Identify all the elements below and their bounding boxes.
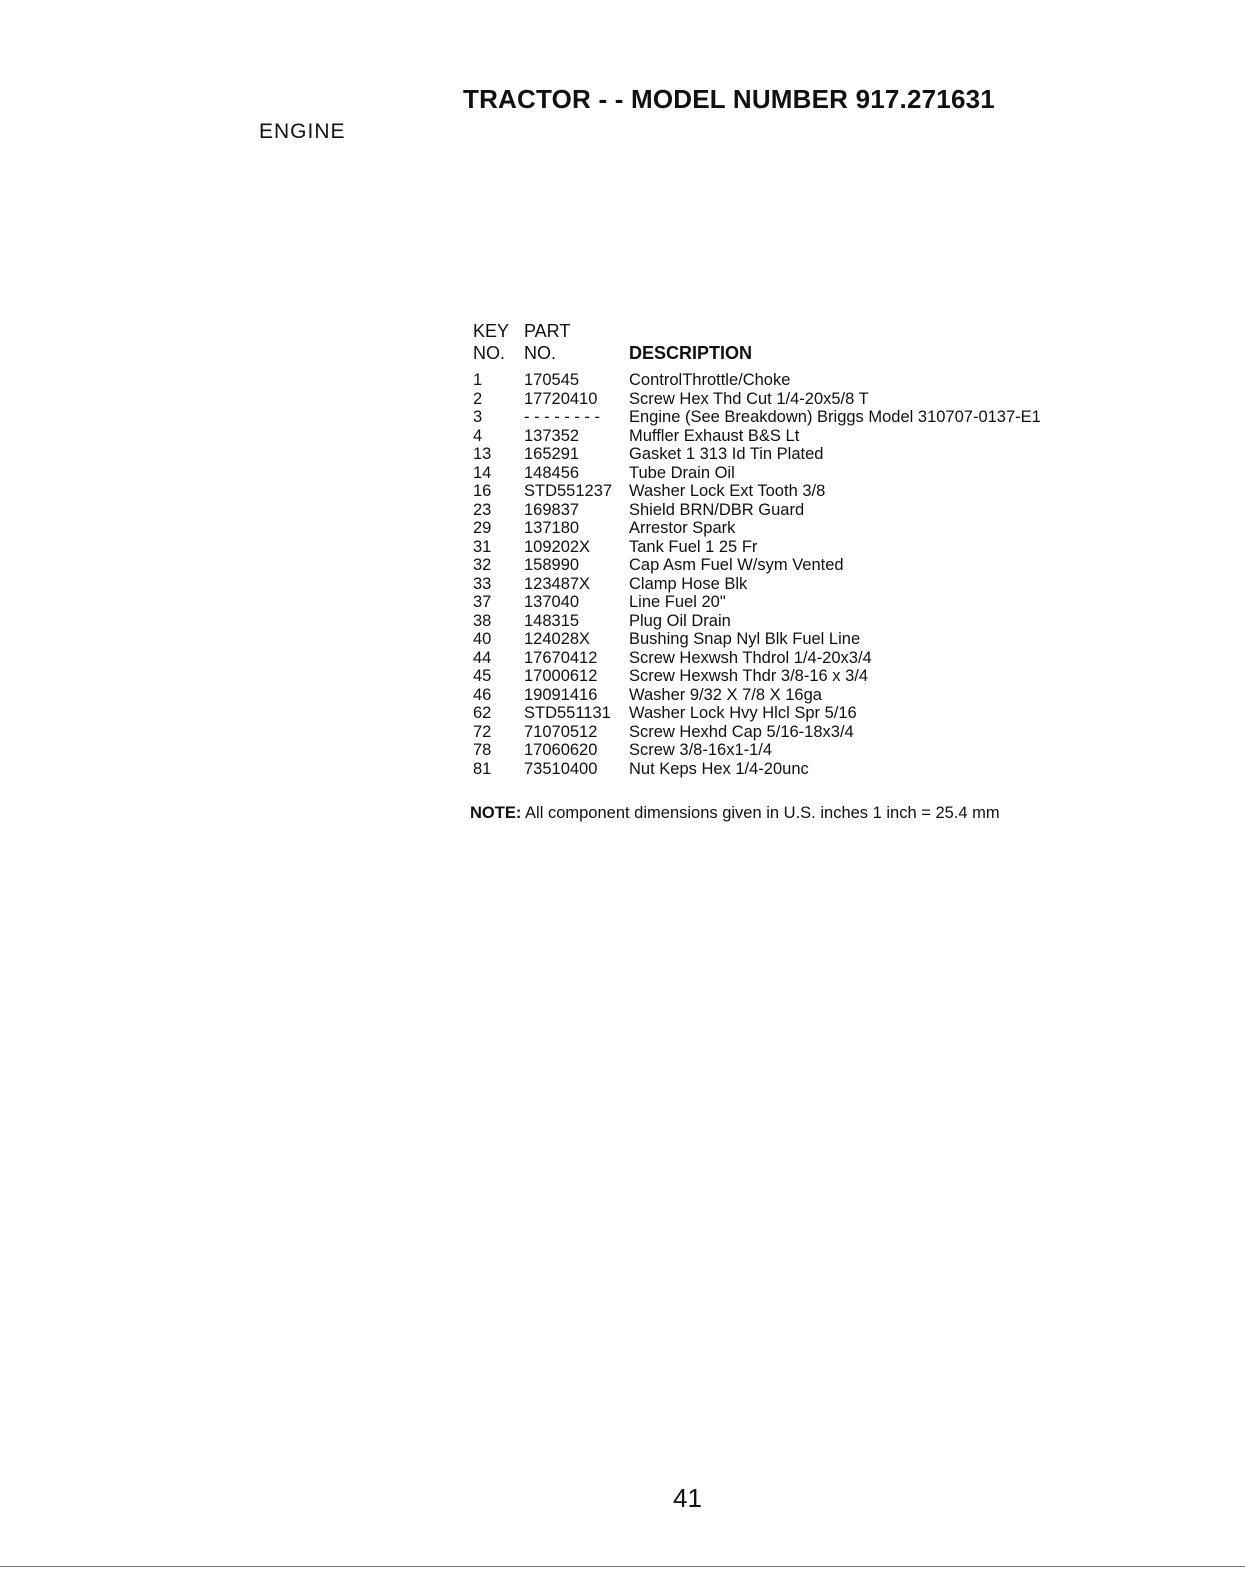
part-number: 17670412: [524, 648, 598, 667]
table-row: [473, 519, 1173, 538]
part-description: Tank Fuel 1 25 Fr: [629, 537, 758, 556]
note-label: NOTE:: [470, 804, 522, 822]
part-number: 148315: [524, 611, 580, 630]
part-number: 71070512: [524, 722, 598, 741]
table-row: [473, 445, 1173, 464]
key-number: 45: [473, 667, 492, 685]
key-number: 31: [473, 537, 492, 556]
table-row: [473, 612, 1173, 631]
page-number: 41: [673, 1483, 702, 1513]
key-header-line2: NO.: [473, 343, 506, 363]
part-description: Screw Hexwsh Thdrol 1/4-20x3/4: [629, 648, 872, 667]
table-row: [473, 686, 1173, 705]
key-number: 3: [473, 408, 483, 426]
table-row: [473, 760, 1173, 779]
part-description: Arrestor Spark: [629, 519, 736, 537]
key-number: 62: [473, 704, 492, 722]
key-number: 44: [473, 648, 492, 667]
part-description: Tube Drain Oil: [629, 463, 735, 482]
part-description: Gasket 1 313 Id Tin Plated: [629, 445, 824, 463]
part-description: Washer 9/32 X 7/8 X 16ga: [629, 685, 822, 704]
note: [470, 804, 1000, 823]
bottom-rule: [0, 1566, 1245, 1567]
key-number: 33: [473, 574, 492, 593]
table-row: [473, 556, 1173, 575]
table-row: [473, 741, 1173, 760]
table-row: [473, 723, 1173, 742]
key-number: 46: [473, 685, 492, 704]
page-title: TRACTOR - - MODEL NUMBER 917.271631: [463, 84, 995, 114]
key-number: 32: [473, 556, 492, 574]
key-number: 40: [473, 630, 492, 648]
part-description: Washer Lock Ext Tooth 3/8: [629, 482, 826, 500]
parts-table-body: [473, 371, 1173, 778]
part-number: 19091416: [524, 685, 598, 704]
table-row: [473, 538, 1173, 557]
part-description: Bushing Snap Nyl Blk Fuel Line: [629, 630, 861, 648]
table-row: [473, 371, 1173, 390]
part-description: Shield BRN/DBR Guard: [629, 500, 805, 519]
part-number: 17000612: [524, 667, 598, 685]
table-row: [473, 390, 1173, 409]
key-number: 72: [473, 722, 492, 741]
key-number: 37: [473, 593, 492, 611]
part-number: 158990: [524, 556, 580, 574]
table-row: [473, 649, 1173, 668]
key-number: 29: [473, 519, 492, 537]
part-description: Screw 3/8-16x1-1/4: [629, 741, 773, 759]
part-description: Plug Oil Drain: [629, 611, 731, 630]
part-number: 169837: [524, 500, 580, 519]
table-row: [473, 482, 1173, 501]
table-row: [473, 575, 1173, 594]
key-number: 81: [473, 759, 492, 778]
part-number: STD551131: [524, 704, 611, 722]
table-row: [473, 464, 1173, 483]
part-description: Nut Keps Hex 1/4-20unc: [629, 759, 809, 778]
table-row: [473, 667, 1173, 686]
key-number: 1: [473, 371, 483, 389]
part-description: Clamp Hose Blk: [629, 574, 748, 593]
table-row: [473, 630, 1173, 649]
table-row: [473, 593, 1173, 612]
part-number: 17060620: [524, 741, 598, 759]
part-description: Muffler Exhaust B&S Lt: [629, 426, 800, 445]
part-description: Screw Hexhd Cap 5/16-18x3/4: [629, 722, 854, 741]
part-header-line2: NO.: [524, 343, 557, 363]
table-row: [473, 704, 1173, 723]
part-number: 170545: [524, 371, 580, 389]
part-description: Line Fuel 20": [629, 593, 726, 611]
part-number: 73510400: [524, 759, 598, 778]
part-number: 137180: [524, 519, 580, 537]
key-number: 38: [473, 611, 492, 630]
key-number: 4: [473, 426, 483, 445]
part-description: Washer Lock Hvy Hlcl Spr 5/16: [629, 704, 857, 722]
part-number: 109202X: [524, 537, 591, 556]
part-number: 148456: [524, 463, 580, 482]
part-description: Screw Hex Thd Cut 1/4-20x5/8 T: [629, 389, 869, 408]
part-description: Screw Hexwsh Thdr 3/8-16 x 3/4: [629, 667, 869, 685]
part-number: 124028X: [524, 630, 591, 648]
part-description: Cap Asm Fuel W/sym Vented: [629, 556, 844, 574]
part-header-line1: PART: [524, 321, 571, 341]
part-description: Engine (See Breakdown) Briggs Model 310707-0137-E1: [629, 408, 1041, 426]
section-heading: ENGINE: [259, 120, 346, 143]
key-number: 78: [473, 741, 492, 759]
description-header: DESCRIPTION: [629, 343, 753, 363]
part-number: STD551237: [524, 482, 613, 500]
key-number: 13: [473, 445, 492, 463]
table-row: [473, 501, 1173, 520]
part-number: 123487X: [524, 574, 591, 593]
part-number: - - - - - - - -: [524, 408, 601, 426]
part-number: 137352: [524, 426, 580, 445]
note-text: All component dimensions given in U.S. inches 1 inch = 25.4 mm: [525, 804, 1000, 822]
key-number: 23: [473, 500, 492, 519]
key-number: 14: [473, 463, 492, 482]
key-number: 2: [473, 389, 483, 408]
part-number: 137040: [524, 593, 580, 611]
part-number: 17720410: [524, 389, 598, 408]
part-description: ControlThrottle/Choke: [629, 371, 791, 389]
table-row: [473, 427, 1173, 446]
table-row: [473, 408, 1173, 427]
key-header-line1: KEY: [473, 321, 510, 341]
part-number: 165291: [524, 445, 580, 463]
parts-table: [473, 371, 1173, 778]
key-number: 16: [473, 482, 492, 500]
